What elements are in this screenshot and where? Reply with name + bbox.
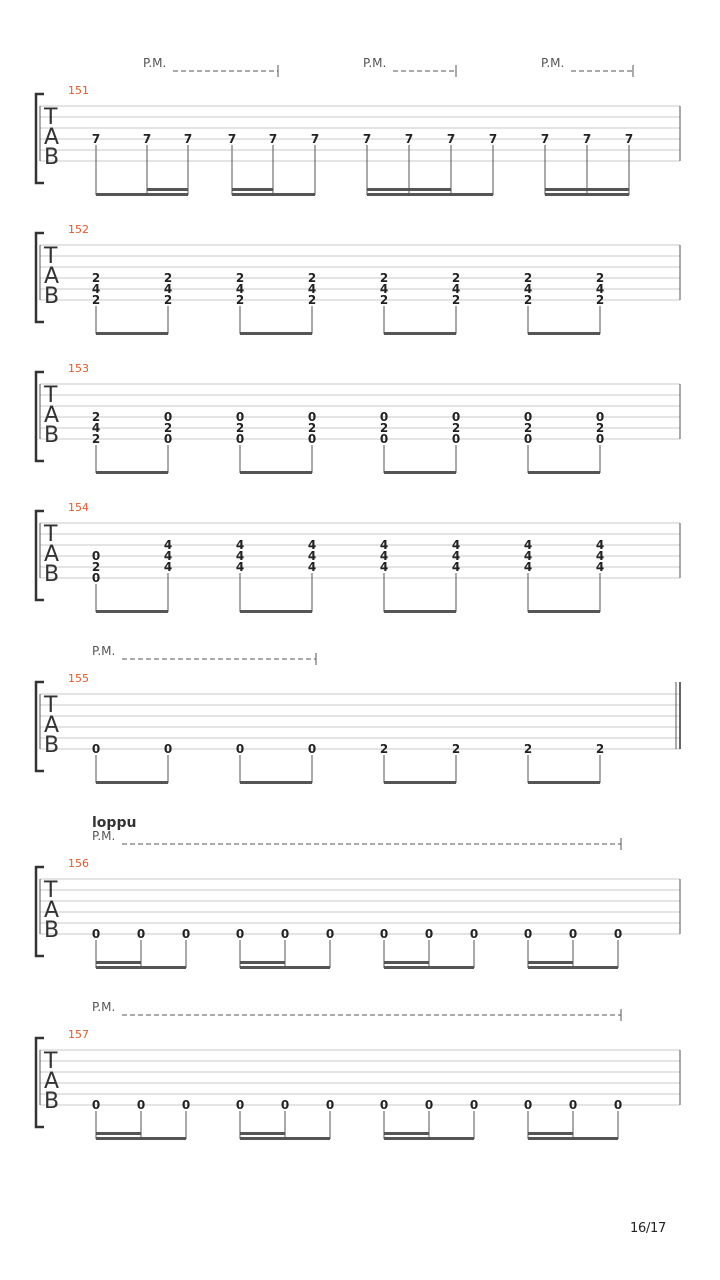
tab-clef-letter: A xyxy=(44,403,60,428)
fret-number: 0 xyxy=(451,432,461,446)
measure-number: 157 xyxy=(68,1028,89,1041)
fret-number: 4 xyxy=(235,282,245,296)
fret-number: 0 xyxy=(523,927,533,941)
fret-number: 0 xyxy=(595,410,605,424)
beam xyxy=(96,610,168,613)
measure-number: 153 xyxy=(68,362,89,375)
fret-number: 2 xyxy=(451,421,461,435)
fret-number: 0 xyxy=(307,410,317,424)
beam-secondary xyxy=(384,1132,429,1135)
beam-secondary xyxy=(147,188,188,191)
fret-number: 2 xyxy=(235,293,245,307)
beam xyxy=(240,966,330,969)
beam-secondary xyxy=(367,188,451,191)
tab-clef-letter: B xyxy=(44,562,60,587)
fret-number: 4 xyxy=(451,560,461,574)
fret-number: 2 xyxy=(91,293,101,307)
tab-clef-letter: A xyxy=(44,713,60,738)
fret-number: 2 xyxy=(235,421,245,435)
fret-number: 0 xyxy=(91,571,101,585)
tab-clef-letter: A xyxy=(44,264,60,289)
fret-number: 7 xyxy=(183,132,193,146)
fret-number: 2 xyxy=(451,293,461,307)
palm-mute-label: P.M. xyxy=(92,644,116,658)
tab-clef-letter: B xyxy=(44,423,60,448)
tab-clef-letter: T xyxy=(44,878,58,903)
beam xyxy=(528,610,600,613)
fret-number: 0 xyxy=(235,927,245,941)
fret-number: 0 xyxy=(451,410,461,424)
fret-number: 0 xyxy=(235,410,245,424)
fret-number: 7 xyxy=(404,132,414,146)
tab-clef-letter: B xyxy=(44,1089,60,1114)
fret-number: 2 xyxy=(307,271,317,285)
fret-number: 2 xyxy=(379,271,389,285)
tab-system xyxy=(36,644,680,784)
fret-number: 0 xyxy=(307,742,317,756)
fret-number: 0 xyxy=(469,927,479,941)
fret-number: 2 xyxy=(523,271,533,285)
fret-number: 2 xyxy=(595,293,605,307)
fret-number: 0 xyxy=(424,1098,434,1112)
fret-number: 2 xyxy=(595,421,605,435)
fret-number: 2 xyxy=(163,271,173,285)
beam xyxy=(528,1137,618,1140)
palm-mute-label: P.M. xyxy=(143,56,167,70)
fret-number: 0 xyxy=(595,432,605,446)
fret-number: 0 xyxy=(523,410,533,424)
beam-secondary xyxy=(240,1132,285,1135)
fret-number: 2 xyxy=(523,293,533,307)
beam-secondary xyxy=(232,188,273,191)
tab-clef-letter: B xyxy=(44,145,60,170)
tab-clef-letter: T xyxy=(44,1049,58,1074)
palm-mute-label: P.M. xyxy=(363,56,387,70)
fret-number: 0 xyxy=(181,927,191,941)
fret-number: 0 xyxy=(523,1098,533,1112)
beam xyxy=(528,332,600,335)
beam xyxy=(528,966,618,969)
fret-number: 4 xyxy=(163,549,173,563)
tab-system xyxy=(36,815,680,969)
fret-number: 4 xyxy=(235,538,245,552)
fret-number: 0 xyxy=(136,1098,146,1112)
fret-number: 7 xyxy=(582,132,592,146)
beam xyxy=(240,471,312,474)
beam xyxy=(528,471,600,474)
fret-number: 4 xyxy=(235,560,245,574)
measure-number: 152 xyxy=(68,223,89,236)
fret-number: 0 xyxy=(91,742,101,756)
fret-number: 0 xyxy=(325,927,335,941)
fret-number: 2 xyxy=(91,410,101,424)
beam xyxy=(96,471,168,474)
measure-number: 155 xyxy=(68,672,89,685)
fret-number: 0 xyxy=(136,927,146,941)
beam xyxy=(96,1137,186,1140)
palm-mute-label: P.M. xyxy=(541,56,565,70)
tab-system xyxy=(36,1000,680,1140)
page-number: 16/17 xyxy=(630,1221,666,1236)
fret-number: 0 xyxy=(235,1098,245,1112)
fret-number: 0 xyxy=(325,1098,335,1112)
beam xyxy=(528,781,600,784)
fret-number: 4 xyxy=(451,282,461,296)
beam-secondary xyxy=(384,961,429,964)
fret-number: 4 xyxy=(163,560,173,574)
fret-number: 0 xyxy=(613,927,623,941)
fret-number: 0 xyxy=(280,1098,290,1112)
fret-number: 4 xyxy=(595,538,605,552)
beam xyxy=(384,966,474,969)
fret-number: 4 xyxy=(307,560,317,574)
fret-number: 7 xyxy=(488,132,498,146)
fret-number: 4 xyxy=(523,549,533,563)
fret-number: 4 xyxy=(595,549,605,563)
tab-clef-letter: T xyxy=(44,522,58,547)
beam xyxy=(96,332,168,335)
fret-number: 2 xyxy=(595,742,605,756)
fret-number: 7 xyxy=(624,132,634,146)
fret-number: 0 xyxy=(163,410,173,424)
beam xyxy=(384,332,456,335)
fret-number: 0 xyxy=(379,410,389,424)
fret-number: 0 xyxy=(424,927,434,941)
fret-number: 2 xyxy=(91,560,101,574)
fret-number: 4 xyxy=(307,538,317,552)
tab-clef-letter: T xyxy=(44,244,58,269)
tab-clef-letter: A xyxy=(44,1069,60,1094)
beam-secondary xyxy=(528,961,573,964)
beam xyxy=(240,781,312,784)
beam xyxy=(96,781,168,784)
beam xyxy=(96,966,186,969)
fret-number: 4 xyxy=(595,282,605,296)
fret-number: 0 xyxy=(91,1098,101,1112)
beam-secondary xyxy=(240,961,285,964)
fret-number: 4 xyxy=(91,282,101,296)
tab-system xyxy=(36,501,680,613)
fret-number: 4 xyxy=(379,549,389,563)
fret-number: 2 xyxy=(595,271,605,285)
beam-secondary xyxy=(96,961,141,964)
tab-clef-letter: T xyxy=(44,693,58,718)
measure-number: 154 xyxy=(68,501,89,514)
beam xyxy=(367,193,493,196)
beam xyxy=(384,610,456,613)
fret-number: 7 xyxy=(540,132,550,146)
beam-secondary xyxy=(96,1132,141,1135)
tab-system xyxy=(36,223,680,335)
section-label: loppu xyxy=(92,815,137,831)
fret-number: 0 xyxy=(235,432,245,446)
tab-clef-letter: A xyxy=(44,542,60,567)
fret-number: 2 xyxy=(379,293,389,307)
fret-number: 0 xyxy=(163,742,173,756)
fret-number: 7 xyxy=(446,132,456,146)
beam xyxy=(240,332,312,335)
fret-number: 7 xyxy=(142,132,152,146)
fret-number: 4 xyxy=(523,538,533,552)
fret-number: 0 xyxy=(379,927,389,941)
fret-number: 2 xyxy=(91,271,101,285)
fret-number: 4 xyxy=(451,549,461,563)
fret-number: 4 xyxy=(307,282,317,296)
tab-clef-letter: A xyxy=(44,898,60,923)
fret-number: 0 xyxy=(91,927,101,941)
fret-number: 0 xyxy=(568,1098,578,1112)
fret-number: 2 xyxy=(235,271,245,285)
tab-clef-letter: T xyxy=(44,383,58,408)
fret-number: 4 xyxy=(379,282,389,296)
fret-number: 4 xyxy=(163,282,173,296)
fret-number: 4 xyxy=(451,538,461,552)
beam xyxy=(384,1137,474,1140)
fret-number: 4 xyxy=(379,538,389,552)
fret-number: 0 xyxy=(568,927,578,941)
tab-clef-letter: T xyxy=(44,105,58,130)
fret-number: 0 xyxy=(379,1098,389,1112)
tab-clef-letter: B xyxy=(44,733,60,758)
fret-number: 4 xyxy=(307,549,317,563)
measure-number: 156 xyxy=(68,857,89,870)
fret-number: 0 xyxy=(181,1098,191,1112)
measure-number: 151 xyxy=(68,84,89,97)
tab-system xyxy=(36,56,680,196)
fret-number: 2 xyxy=(163,421,173,435)
palm-mute-label: P.M. xyxy=(92,1000,116,1014)
tab-clef-letter: B xyxy=(44,918,60,943)
fret-number: 2 xyxy=(379,421,389,435)
fret-number: 0 xyxy=(307,432,317,446)
fret-number: 0 xyxy=(163,432,173,446)
beam-secondary xyxy=(545,188,629,191)
fret-number: 7 xyxy=(91,132,101,146)
fret-number: 7 xyxy=(268,132,278,146)
fret-number: 0 xyxy=(523,432,533,446)
beam xyxy=(545,193,629,196)
fret-number: 0 xyxy=(235,742,245,756)
fret-number: 4 xyxy=(235,549,245,563)
tab-clef-letter: A xyxy=(44,125,60,150)
fret-number: 2 xyxy=(523,421,533,435)
fret-number: 4 xyxy=(163,538,173,552)
fret-number: 4 xyxy=(595,560,605,574)
fret-number: 7 xyxy=(362,132,372,146)
fret-number: 7 xyxy=(310,132,320,146)
beam xyxy=(232,193,315,196)
beam xyxy=(96,193,188,196)
beam xyxy=(240,1137,330,1140)
fret-number: 7 xyxy=(227,132,237,146)
fret-number: 2 xyxy=(379,742,389,756)
fret-number: 0 xyxy=(379,432,389,446)
fret-number: 2 xyxy=(451,271,461,285)
fret-number: 0 xyxy=(91,549,101,563)
fret-number: 0 xyxy=(469,1098,479,1112)
palm-mute-label: P.M. xyxy=(92,829,116,843)
beam-secondary xyxy=(528,1132,573,1135)
fret-number: 2 xyxy=(163,293,173,307)
fret-number: 0 xyxy=(613,1098,623,1112)
beam xyxy=(384,781,456,784)
tab-clef-letter: B xyxy=(44,284,60,309)
fret-number: 4 xyxy=(523,282,533,296)
fret-number: 2 xyxy=(307,293,317,307)
beam xyxy=(384,471,456,474)
fret-number: 4 xyxy=(91,421,101,435)
beam xyxy=(240,610,312,613)
fret-number: 4 xyxy=(523,560,533,574)
fret-number: 0 xyxy=(280,927,290,941)
fret-number: 2 xyxy=(307,421,317,435)
tab-system xyxy=(36,362,680,474)
fret-number: 2 xyxy=(523,742,533,756)
fret-number: 2 xyxy=(91,432,101,446)
fret-number: 4 xyxy=(379,560,389,574)
fret-number: 2 xyxy=(451,742,461,756)
